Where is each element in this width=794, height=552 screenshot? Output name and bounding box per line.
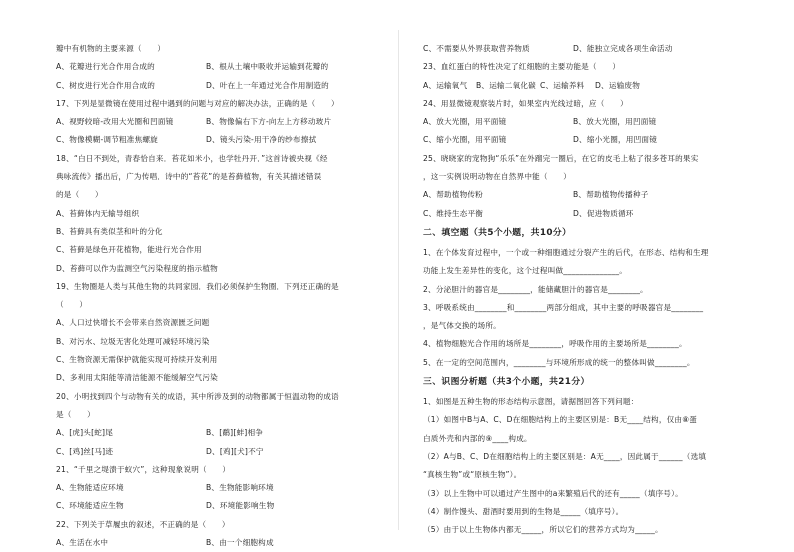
option-b: B、根从土壤中吸收并运输到花瓣的 [206, 62, 329, 72]
diagram-q1-part-4: （4）制作馒头、甜酒时要用到的生物是_____（填序号）。 [423, 506, 624, 516]
fill-4: 4、植物细胞光合作用的场所是________，呼吸作用的主要场所是________。 [423, 339, 687, 349]
option-c: C、不需要从外界获取营养物质 [423, 44, 530, 53]
fill-2: 2、分泌胆汁的器官是________，能储藏胆汁的器官是________。 [423, 284, 648, 294]
option-b: B、运输二氧化碳 [476, 80, 536, 90]
section-fill-in-heading: 二、填空题（共5个小题，共10分） [423, 227, 572, 238]
left-column [56, 40, 406, 552]
option-c: C、环境能适应生物 [56, 501, 124, 511]
option-a: A、生活在水中 [56, 538, 109, 548]
column-divider [398, 30, 399, 530]
option-c: C、物像模糊-调节粗准焦螺旋 [56, 135, 158, 145]
option-a: A、苔藓体内无输导组织 [56, 208, 140, 218]
option-a: A、[虎]头[蛇]尾 [56, 428, 114, 438]
option-b: B、[鹬][蚌]相争 [206, 428, 264, 438]
option-d: D、能独立完成各项生命活动 [573, 44, 673, 53]
question-19-stem-line-1: 19、生物圈是人类与其他生物的共同家园．我们必须保护生物圈．下列还正确的是 [56, 281, 339, 291]
question-16-options-row-2 [56, 77, 406, 95]
question-19-stem-line-2: （ ） [56, 300, 88, 310]
diagram-q1-part-3: （3）以上生物中可以通过产生图中的a来繁殖后代的还有_____（填序号）。 [423, 488, 683, 498]
diagram-q1-part-2-line-2: “真核生物”或“原核生物”）。 [423, 470, 522, 480]
option-b: B、对污水、垃圾无害化处理可减轻环境污染 [56, 336, 210, 346]
option-d: D、多利用太阳能等清洁能源不能缓解空气污染 [56, 373, 218, 383]
diagram-question-1: 1、如图是五种生物的形态结构示意图，请据图回答下列问题： [423, 397, 639, 407]
fill-3-line-2: ，是气体交换的场所。 [423, 321, 501, 331]
question-18-stem-line-3: 的是（ ） [56, 190, 103, 200]
option-a: A、放大光圈，用平面镜 [423, 117, 507, 127]
question-25-options-row-2 [423, 205, 773, 223]
question-22-options-row-2 [423, 40, 773, 58]
question-22-stem: 22、下列关于草履虫的叙述，不正确的是（ ） [56, 519, 230, 529]
right-column [423, 40, 773, 539]
option-b: B、生物能影响环境 [206, 483, 274, 493]
question-25-options-row-1 [423, 186, 773, 204]
option-d: D、[鸡][犬]不宁 [206, 446, 264, 456]
question-24-options-row-1 [423, 113, 773, 131]
option-d: D、促进物质循环 [573, 208, 634, 218]
option-b: B、物像偏右下方-向左上方移动玻片 [206, 117, 332, 127]
question-22-options-row-1 [56, 534, 406, 552]
question-17-options-row-1 [56, 113, 406, 131]
question-25-stem-line-1: 25、晓晓家的宠物狗“乐乐”在外蹓完一圈后，在它的皮毛上粘了很多苍耳的果实 [423, 153, 699, 163]
option-a: A、运输氧气 [423, 80, 468, 90]
option-d: D、环境能影响生物 [206, 501, 275, 511]
option-a: A、帮助植物传粉 [423, 190, 483, 200]
option-a: A、视野较暗-改用大光圈和凹面镜 [56, 117, 174, 127]
option-a: A、人口过快增长不会带来自然资源匮乏问题 [56, 318, 210, 328]
question-17-stem: 17、下列是显微镜在使用过程中遇到的问题与对应的解决办法，正确的是（ ） [56, 98, 339, 108]
option-d: D、苔藓可以作为监测空气污染程度的指示植物 [56, 263, 218, 273]
question-23-options [423, 77, 773, 95]
question-16-options-row-1 [56, 58, 406, 76]
question-25-stem-line-2: ，这一实例说明动物在自然界中能（ ） [423, 172, 572, 182]
option-b: B、苔藓具有类似茎和叶的分化 [56, 226, 163, 236]
question-24-options-row-2 [423, 131, 773, 149]
fill-1-line-1: 1、在个体发育过程中，一个或一种细胞通过分裂产生的后代，在形态、结构和生理 [423, 247, 709, 257]
question-20-stem-line-1: 20、小明找到四个与动物有关的成语，其中所涉及到的动物都属于恒温动物的成语 [56, 391, 339, 401]
question-21-options-row-1 [56, 479, 406, 497]
fill-1-line-2: 功能上发生差异性的变化，这个过程叫做______________。 [423, 266, 628, 276]
option-c: C、树皮进行光合作用合成的 [56, 80, 156, 90]
option-b: B、由一个细胞构成 [206, 538, 274, 548]
section-diagram-heading: 三、识图分析题（共3个小题，共21分） [423, 377, 590, 388]
option-b: B、放大光圈，用凹面镜 [573, 117, 657, 127]
question-20-stem-line-2: 是（ ） [56, 409, 95, 419]
option-c: C、[鸡]丝[马]迹 [56, 446, 114, 456]
question-16-stem: 瓣中有机物的主要来源（ ） [56, 44, 166, 53]
question-23-stem: 23、血红蛋白的特性决定了红细胞的主要功能是（ ） [423, 62, 621, 72]
question-20-options-row-2 [56, 443, 406, 461]
question-21-stem: 21、“千里之堤溃于蚁穴”，这种现象说明（ ） [56, 464, 231, 474]
option-b: B、帮助植物传播种子 [573, 190, 649, 200]
option-d: D、叶在上一年通过光合作用制造的 [206, 80, 329, 90]
question-21-options-row-2 [56, 497, 406, 515]
fill-3-line-1: 3、呼吸系统由________和________两部分组成，其中主要的呼吸器官是________ [423, 302, 704, 312]
option-c: C、苔藓是绿色开花植物，能进行光合作用 [56, 245, 202, 255]
question-24-stem: 24、用显微镜观察装片时，如果室内光线过暗，应（ ） [423, 98, 628, 108]
fill-5: 5、在一定的空间范围内，________与环境所形成的统一的整体叫做________。 [423, 357, 695, 367]
question-20-options-row-1 [56, 424, 406, 442]
diagram-q1-part-2-line-1: （2）A与B、C、D在细胞结构上的主要区别是：A无____，因此属于______（选填 [423, 451, 707, 461]
option-c: C、缩小光圈，用平面镜 [423, 135, 507, 145]
diagram-q1-part-5: （5）由于以上生物体内都无_____，所以它们的营养方式均为_____。 [423, 525, 663, 535]
option-c: C、维持生态平衡 [423, 208, 484, 218]
option-d: D、镜头污染-用干净的纱布擦拭 [206, 135, 317, 145]
option-c: C、运输养料 [540, 80, 585, 90]
diagram-q1-part-1-line-1: （1）如图中B与A、C、D在细胞结构上的主要区别是：B无____结构，仅由⑧蛋 [423, 415, 698, 425]
option-a: A、生物能适应环境 [56, 483, 124, 493]
question-18-stem-line-2: 典咏流传》播出后，广为传唱．诗中的“苔花”的是苔藓植物，有关其描述错误 [56, 172, 322, 182]
question-17-options-row-2 [56, 131, 406, 149]
option-d: D、运输废物 [595, 80, 641, 90]
option-c: C、生物资源无需保护就能实现可持续开发利用 [56, 355, 218, 365]
option-a: A、花瓣进行光合作用合成的 [56, 62, 155, 72]
diagram-q1-part-1-line-2: 白质外壳和内部的⑨____构成。 [423, 433, 532, 443]
option-d: D、缩小光圈，用凹面镜 [573, 135, 657, 145]
question-18-stem-line-1: 18、“白日不到处，青春恰自来．苔花如米小，也学牡丹开．”这首诗被央视《经 [56, 153, 328, 163]
